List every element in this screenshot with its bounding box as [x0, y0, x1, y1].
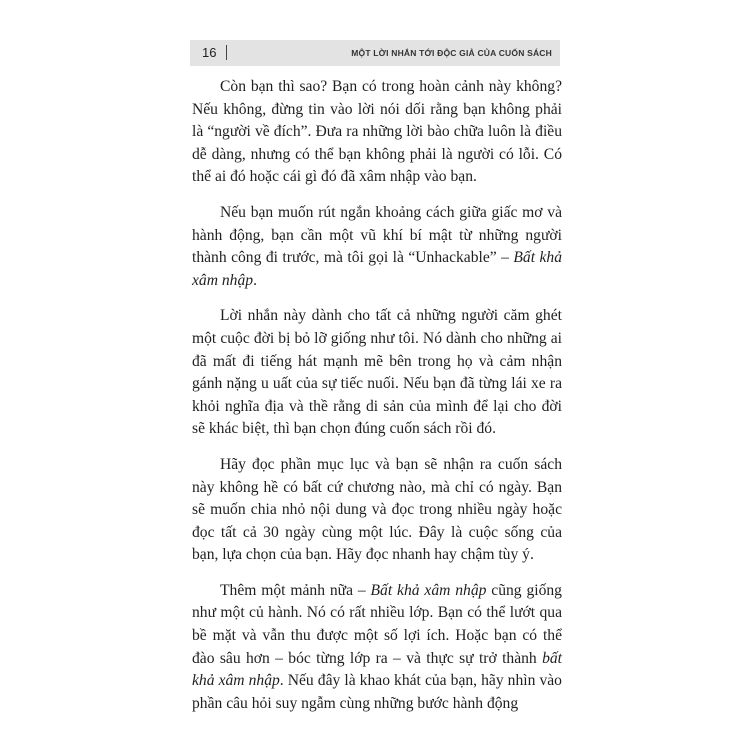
italic-text: Bất khả xâm nhập: [192, 249, 562, 289]
text-run: cũng giống như một củ hành. Nó có rất nhiều lớp. Bạn có thể lướt qua bề mặt và vẫn thu được một số lợi ích. Hoặc bạn có thể đào sâu hơn – bóc từng lớp ra – và thực sự trở thành: [192, 581, 562, 667]
paragraph: [192, 76, 562, 189]
italic-text: bất khả xâm nhập: [192, 649, 562, 690]
paragraph: [192, 202, 562, 292]
page-header: [190, 40, 560, 66]
paragraph: [192, 305, 562, 441]
italic-text: Bất khả xâm nhập: [370, 581, 487, 599]
body-text: [192, 76, 562, 728]
paragraph: [192, 454, 562, 567]
paragraph: [192, 580, 562, 716]
running-title: MỘT LỜI NHẮN TỚI ĐỘC GIẢ CỦA CUỐN SÁCH: [351, 48, 552, 58]
text-run: Lời nhắn này dành cho tất cả những người căm ghét một cuộc đời bị bỏ lỡ giống như tôi. Nó dành cho những ai đã mất đi tiếng hát mạnh mẽ bên trong họ và cảm nhận gánh nặng u uất của sự tiếc nuối. Nếu bạn đã từng lái xe ra khỏi nghĩa địa và thề rằng di sản của mình để lại cho đời sẽ khác biệt, thì bạn chọn đúng cuốn sách rồi đó.: [192, 307, 562, 438]
text-run: Thêm một mảnh nữa –: [220, 581, 371, 599]
text-run: Nếu bạn muốn rút ngắn khoảng cách giữa giấc mơ và hành động, bạn cần một vũ khí bí mật từ những người thành công đi trước, mà tôi gọi là “Unhackable” –: [192, 203, 562, 267]
text-run: . Nếu đây là khao khát của bạn, hãy nhìn vào phần câu hỏi suy ngẫm cùng những bước hành động: [192, 672, 562, 712]
header-divider: [226, 45, 227, 60]
page-number: 16: [202, 45, 217, 60]
text-run: Hãy đọc phần mục lục và bạn sẽ nhận ra cuốn sách này không hề có bất cứ chương nào, mà chỉ có ngày. Bạn sẽ muốn chia nhỏ nội dung và đọc trong nhiều ngày hoặc đọc tất cả 30 ngày cùng một lúc. Đây là cuộc sống của bạn, lựa chọn của bạn. Hãy đọc nhanh hay chậm tùy ý.: [192, 455, 562, 564]
text-run: Còn bạn thì sao? Bạn có trong hoàn cảnh này không? Nếu không, đừng tin vào lời nói dối rằng bạn không phải là “người về đích”. Đưa ra những lời bào chữa luôn là điều dễ dàng, nhưng có thể bạn không phải là người có lỗi. Có thể ai đó hoặc cái gì đó đã xâm nhập vào bạn.: [192, 78, 562, 186]
text-run: .: [253, 271, 257, 289]
book-page: [178, 34, 572, 750]
